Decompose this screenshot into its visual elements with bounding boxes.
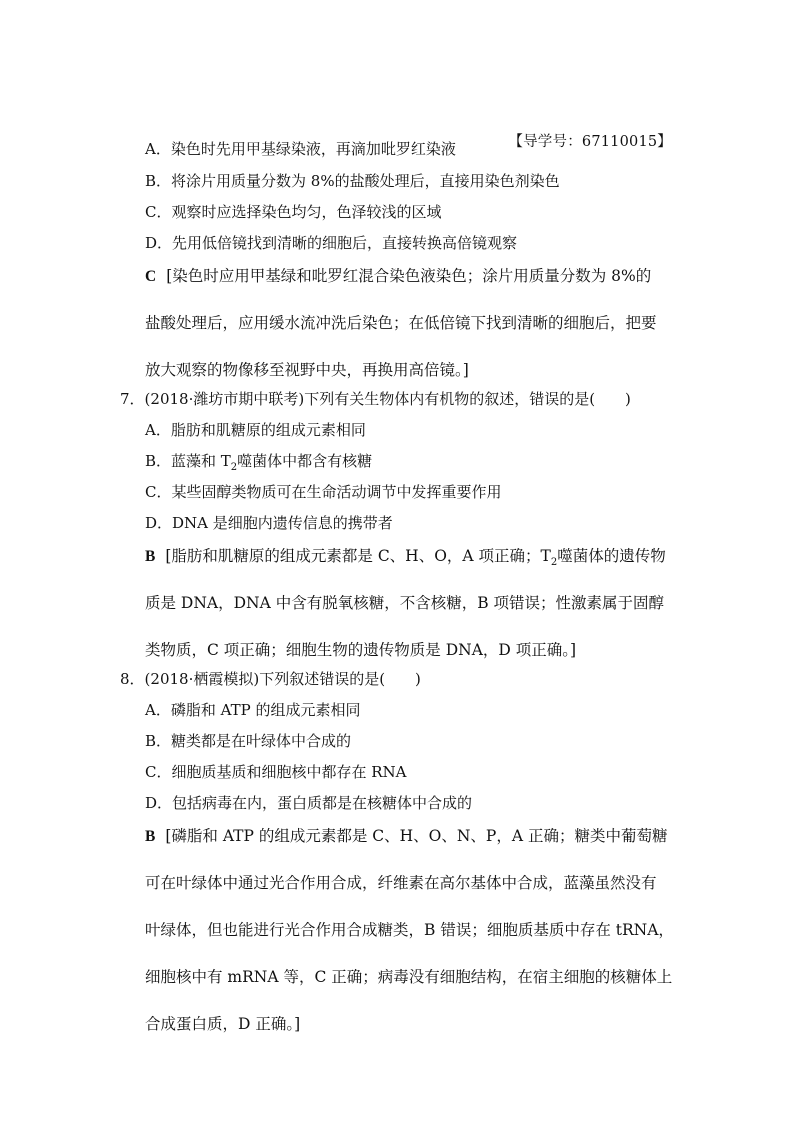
q6-answer: [145, 253, 685, 394]
q7-option-c: C．某些固醇类物质可在生命活动调节中发挥重要作用: [145, 483, 502, 501]
q8-option-a: A．磷脂和 ATP 的组成元素相同: [145, 701, 361, 719]
answer-line: 叶绿体，但也能进行光合作用合成糖类，B 错误；细胞质基质中存在 tRNA，: [145, 921, 674, 939]
answer-letter: C: [145, 268, 157, 285]
answer-line: [145, 813, 685, 860]
q7-stem: 7．(2018·潍坊市期中联考)下列有关生物体内有机物的叙述，错误的是( ): [120, 390, 631, 408]
subscript: 2: [550, 557, 558, 569]
answer-line: [145, 533, 685, 580]
answer-text: [脂肪和肌糖原的组成元素都是 C、H、O，A 项正确；T: [165, 547, 551, 565]
q6-option-b: B．将涂片用质量分数为 8%的盐酸处理后，直接用染色剂染色: [145, 172, 560, 190]
option-text: B．蓝藻和 T: [145, 452, 231, 470]
answer-line: 可在叶绿体中通过光合作用合成，纤维素在高尔基体中合成，蓝藻虽然没有: [145, 874, 657, 892]
answer-text: [磷脂和 ATP 的组成元素都是 C、H、O、N、P，A 正确；糖类中葡萄糖: [165, 827, 668, 845]
q8-option-d: D．包括病毒在内，蛋白质都是在核糖体中合成的: [145, 794, 473, 812]
q8-stem: 8．(2018·栖霞模拟)下列叙述错误的是( ): [120, 670, 421, 688]
answer-text: [染色时应用甲基绿和吡罗红混合染色液染色；涂片用质量分数为 8%的: [166, 267, 652, 285]
q6-option-c: C．观察时应选择染色均匀，色泽较浅的区域: [145, 203, 442, 221]
q7-option-a: A．脂肪和肌糖原的组成元素相同: [145, 421, 366, 439]
answer-line: 类物质，C 项正确；细胞生物的遗传物质是 DNA，D 项正确。]: [145, 641, 577, 659]
answer-line: 盐酸处理后，应用缓水流冲洗后染色；在低倍镜下找到清晰的细胞后，把要: [145, 314, 657, 332]
answer-line: 质是 DNA，DNA 中含有脱氧核糖，不含核糖，B 项错误；性激素属于固醇: [145, 594, 665, 612]
doc-number: 【导学号：67110015】: [508, 134, 672, 150]
q7-option-b: [145, 450, 372, 473]
subscript: 2: [230, 462, 238, 473]
answer-letter: B: [145, 828, 156, 845]
answer-line: 细胞核中有 mRNA 等，C 正确；病毒没有细胞结构，在宿主细胞的核糖体上: [145, 968, 673, 986]
q7-answer: [145, 533, 685, 674]
q6-option-a: A．染色时先用甲基绿染液，再滴加吡罗红染液: [145, 140, 456, 158]
answer-line: 放大观察的物像移至视野中央，再换用高倍镜。]: [145, 361, 469, 379]
answer-letter: B: [145, 548, 156, 565]
answer-line: [145, 253, 685, 300]
q8-answer: [145, 813, 685, 1048]
option-text: 噬菌体中都含有核糖: [237, 452, 373, 470]
q8-option-c: C．细胞质基质和细胞核中都存在 RNA: [145, 763, 407, 781]
q8-option-b: B．糖类都是在叶绿体中合成的: [145, 732, 352, 750]
q6-option-d: D．先用低倍镜找到清晰的细胞后，直接转换高倍镜观察: [145, 234, 518, 252]
answer-text: 噬菌体的遗传物: [557, 547, 666, 565]
answer-line: 合成蛋白质，D 正确。]: [145, 1015, 301, 1033]
q7-option-d: D．DNA 是细胞内遗传信息的携带者: [145, 514, 393, 532]
